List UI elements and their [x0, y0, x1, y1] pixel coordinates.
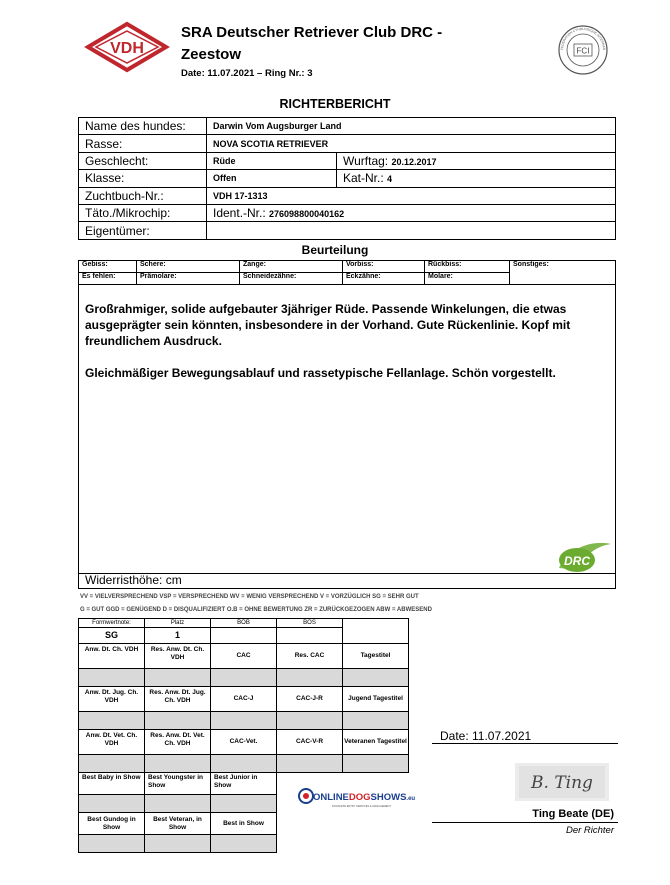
grade-header — [343, 619, 409, 644]
vdh-logo-text: VDH — [110, 40, 144, 57]
title-label: CAC-J-R — [277, 687, 343, 712]
page-title: SRA Deutscher Retriever Club DRC - Zeestow — [181, 24, 443, 63]
fci-ring-text: FEDERATION CYNOLOGIQUE INTERNATI — [559, 26, 607, 51]
teeth-cell: Sonstiges: — [510, 261, 616, 285]
title-result — [145, 755, 211, 773]
teeth-cell: Molare: — [425, 273, 510, 285]
owner-value — [207, 222, 616, 239]
signature-date: Date: 11.07.2021 — [440, 729, 532, 743]
title-result — [343, 755, 409, 773]
ods-tagline: DOGSHOW ENTRY SERVICES & MANAGEMENT — [332, 805, 391, 808]
title-label: CAC-Vet. — [211, 730, 277, 755]
ident-cell — [207, 204, 616, 221]
empty-cell — [343, 813, 409, 835]
title-result — [343, 712, 409, 730]
grade-header: BOS — [277, 619, 343, 628]
table-row — [79, 669, 409, 687]
teeth-cell: Es fehlen: — [79, 273, 137, 285]
empty-cell — [277, 835, 343, 853]
title-label: CAC-V-R — [277, 730, 343, 755]
best-in-show-result — [211, 795, 277, 813]
title-result — [277, 669, 343, 687]
cat-cell — [337, 170, 616, 187]
ident-label: Ident.-Nr.: — [213, 206, 266, 221]
table-row — [79, 730, 409, 755]
title-label: Res. Anw. Dt. Ch. VDH — [145, 644, 211, 669]
ident-value: 276098800040162 — [269, 209, 345, 220]
title-result — [145, 669, 211, 687]
judge-signature — [515, 763, 609, 801]
name-label: Name des hundes: — [79, 118, 207, 135]
chip-label: Täto./Mikrochip: — [79, 204, 207, 221]
name-value: Darwin Vom Augsburger Land — [207, 118, 616, 135]
title-label: Tagestitel — [343, 644, 409, 669]
vdh-logo — [86, 22, 168, 72]
table-row — [79, 118, 616, 135]
studbook-value: VDH 17-1313 — [207, 187, 616, 204]
title-result — [277, 755, 343, 773]
best-in-show-label: Best Veteran, in Show — [145, 813, 211, 835]
best-in-show-label: Best Baby in Show — [79, 773, 145, 795]
teeth-cell: Schneidezähne: — [240, 273, 343, 285]
table-row — [79, 204, 616, 221]
ods-mid: DOG — [348, 792, 371, 803]
table-row — [79, 261, 616, 273]
drc-logo-text: DRC — [564, 554, 590, 568]
title-label: Anw. Dt. Vet. Ch. VDH — [79, 730, 145, 755]
withers-height: Widerristhöhe: cm — [78, 574, 616, 589]
best-in-show-result — [145, 835, 211, 853]
best-in-show-result — [145, 795, 211, 813]
title-result — [79, 712, 145, 730]
grades-table — [78, 618, 409, 853]
best-in-show-result — [79, 835, 145, 853]
judge-name: Ting Beate (DE) — [532, 808, 614, 820]
grade-header: BOB — [211, 619, 277, 628]
title-result — [343, 669, 409, 687]
best-in-show-label: Best Junior in Show — [211, 773, 277, 795]
table-row — [79, 687, 409, 712]
title-label: Jugend Tagestitel — [343, 687, 409, 712]
cat-label: Kat-Nr.: — [343, 171, 384, 186]
divider — [432, 743, 618, 744]
fci-logo — [557, 24, 609, 76]
drc-logo — [555, 538, 613, 574]
best-in-show-result — [79, 795, 145, 813]
fci-logo-text: FCI — [576, 46, 590, 56]
birth-value: 20.12.2017 — [391, 156, 437, 167]
grade-header: Platz — [145, 619, 211, 628]
ods-tld: .eu — [406, 796, 416, 802]
title-result — [79, 755, 145, 773]
best-in-show-label: Best in Show — [211, 813, 277, 835]
table-row — [79, 135, 616, 152]
judge-role: Der Richter — [565, 825, 614, 836]
grade-header: Formwertnote: — [79, 619, 145, 628]
empty-cell — [343, 835, 409, 853]
teeth-cell: Rückbiss: — [425, 261, 510, 273]
table-row — [79, 813, 409, 835]
table-row — [79, 835, 409, 853]
assessment-heading: Beurteilung — [301, 243, 369, 257]
legend-line: VV = VIELVERSPRECHEND VSP = VERSPRECHEND WV = WENIG VERSPRECHEND V = VORZÜGLICH SG = SEHR GUT — [80, 594, 419, 600]
title-result — [211, 712, 277, 730]
report-title: RICHTERBERICHT — [279, 97, 391, 111]
class-value: Offen — [207, 170, 337, 187]
best-in-show-label: Best Gundog in Show — [79, 813, 145, 835]
title-result — [79, 669, 145, 687]
table-row — [79, 619, 409, 628]
title-label: Anw. Dt. Jug. Ch. VDH — [79, 687, 145, 712]
teeth-cell: Prämolare: — [137, 273, 240, 285]
divider — [432, 822, 618, 823]
empty-cell — [277, 813, 343, 835]
title-result — [277, 712, 343, 730]
ods-prefix: ONLINE — [313, 792, 349, 803]
dog-info-table — [78, 117, 616, 240]
sex-value: Rüde — [207, 152, 337, 169]
birth-cell — [337, 152, 616, 169]
assessment-paragraph: Großrahmiger, solide aufgebauter 3jähriger Rüde. Passende Winkelungen, die etwas ausgeprägter sein könnten, insbesondere in der Vorhand. Gute Rückenlinie. Kopf mit freundlichem Ausdruck. — [85, 302, 571, 348]
bob-result — [211, 628, 277, 644]
title-label: Veteranen Tagestitel — [343, 730, 409, 755]
teeth-cell: Gebiss: — [79, 261, 137, 273]
best-in-show-result — [211, 835, 277, 853]
table-row — [79, 187, 616, 204]
title-label: Res. CAC — [277, 644, 343, 669]
table-row — [79, 170, 616, 187]
owner-label: Eigentümer: — [79, 222, 207, 239]
breed-label: Rasse: — [79, 135, 207, 152]
birth-label: Wurftag: — [343, 153, 389, 168]
title-label: Res. Anw. Dt. Vet. Ch. VDH — [145, 730, 211, 755]
teeth-cell: Vorbiss: — [343, 261, 425, 273]
title-label: Res. Anw. Dt. Jug. Ch. VDH — [145, 687, 211, 712]
ods-suffix: SHOWS — [370, 792, 407, 803]
bos-result — [277, 628, 343, 644]
grade-result: SG — [79, 628, 145, 644]
cat-value: 4 — [387, 174, 393, 185]
title-label: CAC — [211, 644, 277, 669]
title-label: Anw. Dt. Ch. VDH — [79, 644, 145, 669]
breed-value: NOVA SCOTIA RETRIEVER — [207, 135, 616, 152]
table-row — [79, 222, 616, 239]
teeth-cell: Eckzähne: — [343, 273, 425, 285]
onlinedogshows-logo — [298, 787, 416, 809]
assessment-paragraph: Gleichmäßiger Bewegungsablauf und rassetypische Fellanlage. Schön vorgestellt. — [85, 366, 556, 380]
class-label: Klasse: — [79, 170, 207, 187]
title-result — [145, 712, 211, 730]
legend-line: G = GUT GGD = GENÜGEND D = DISQUALIFIZIERT O.B = OHNE BEWERTUNG ZR = ZURÜCKGEZOGEN ABW = ABWESEND — [80, 607, 432, 613]
table-row — [79, 755, 409, 773]
signature-scribble: B. Ting — [531, 773, 593, 793]
assessment-box — [78, 285, 616, 574]
teeth-cell: Schere: — [137, 261, 240, 273]
svg-text:ONLINEDOGSHOWS.eu — [313, 792, 415, 803]
best-in-show-label: Best Youngster in Show — [145, 773, 211, 795]
teeth-table — [78, 260, 616, 285]
title-label: CAC-J — [211, 687, 277, 712]
studbook-label: Zuchtbuch-Nr.: — [79, 187, 207, 204]
header-date-ring: Date: 11.07.2021 – Ring Nr.: 3 — [181, 68, 313, 79]
placement-result: 1 — [145, 628, 211, 644]
table-row — [79, 152, 616, 169]
table-row — [79, 644, 409, 669]
sex-label: Geschlecht: — [79, 152, 207, 169]
title-result — [211, 669, 277, 687]
title-result — [211, 755, 277, 773]
table-row — [79, 712, 409, 730]
teeth-cell: Zange: — [240, 261, 343, 273]
